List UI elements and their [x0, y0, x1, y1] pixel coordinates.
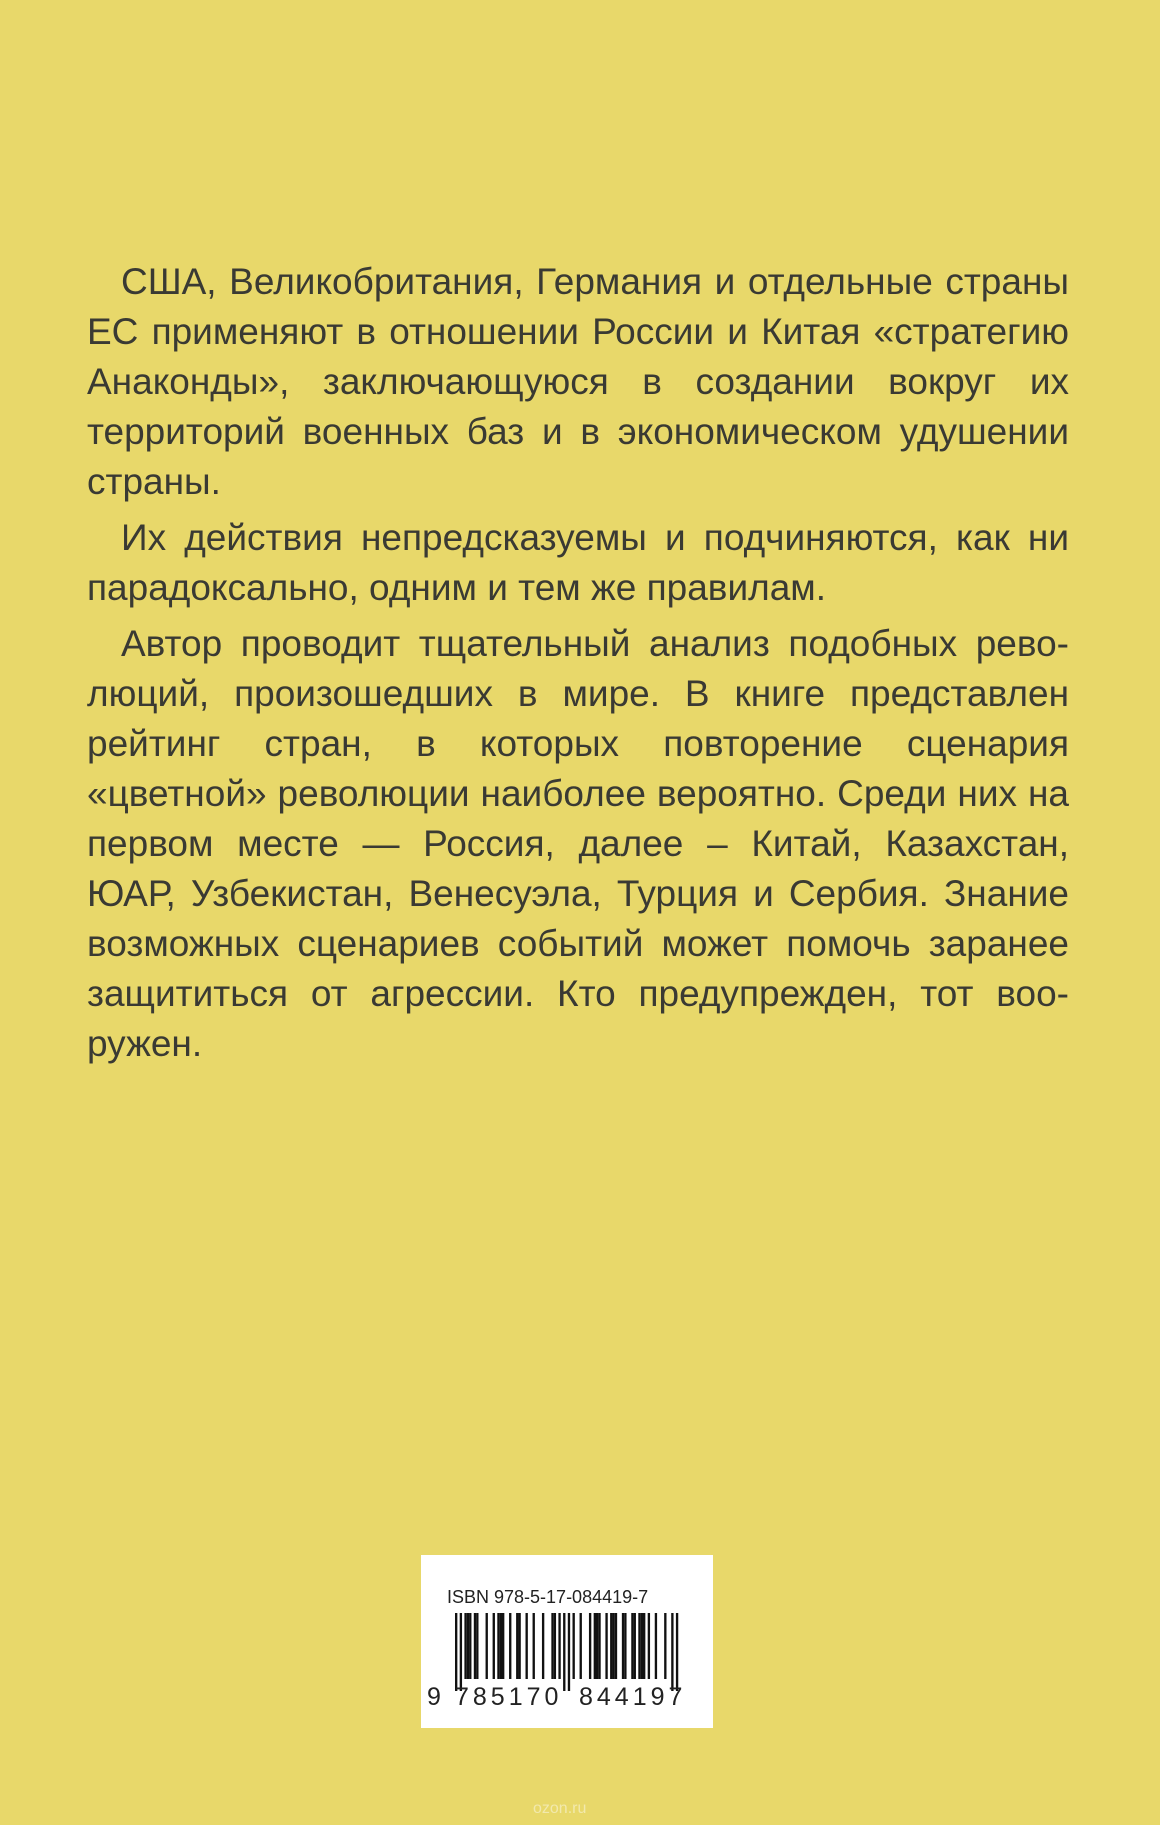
barcode-bar [500, 1613, 502, 1679]
barcode-bar [460, 1613, 462, 1691]
barcode-bar [676, 1613, 678, 1691]
barcode-bar [622, 1613, 624, 1679]
barcode-bar [554, 1613, 556, 1679]
barcode-bar [655, 1613, 657, 1679]
isbn-barcode [421, 1555, 713, 1728]
barcode-left-group: 785170 [455, 1683, 563, 1711]
barcode-bar [509, 1613, 511, 1679]
barcode-bar [612, 1613, 614, 1679]
barcode-bar [664, 1613, 666, 1679]
barcode-bar [493, 1613, 495, 1679]
barcode-bar [598, 1613, 600, 1679]
barcode-bar [634, 1613, 636, 1679]
barcode-bar [455, 1613, 457, 1691]
description-text [87, 257, 1069, 1075]
barcode-bar [580, 1613, 582, 1679]
barcode-bar [589, 1613, 591, 1679]
barcode-bar [502, 1613, 504, 1679]
barcode-bar [467, 1613, 469, 1679]
barcode-bar [551, 1613, 553, 1679]
barcode-bar [486, 1613, 488, 1679]
barcode-bar [641, 1613, 643, 1679]
barcode-bar [516, 1613, 518, 1679]
paragraph-2: Их действия непредсказуемы и подчиняются, как ни парадоксально, одним и тем же правилам. [87, 517, 1069, 608]
barcode-bar [474, 1613, 476, 1679]
barcode-bar [594, 1613, 596, 1679]
barcode-bar [476, 1613, 478, 1679]
barcode-bar [497, 1613, 499, 1679]
barcode-bars [431, 1613, 703, 1691]
barcode-bar [624, 1613, 626, 1679]
isbn-label: ISBN 978-5-17-084419-7 [447, 1587, 649, 1607]
barcode-first-digit: 9 [427, 1683, 441, 1711]
barcode-bar [533, 1613, 535, 1679]
barcode-bar [526, 1613, 528, 1679]
paragraph-3: Автор проводит тщательный анализ подобных революций, произошедших в мире. В книге представлен рейтинг стран, в которых повторение сценария «цветной» революции наиболее вероятно. Среди них на первом месте — Россия, далее – Китай, Казахстан, ЮАР, Узбекистан, Венесуэла, Турция и Сербия. Знание возможных сценариев событий может помочь заранее защититься от агрессии. Кто предупрежден, тот вооружен. [87, 623, 1069, 1064]
barcode-bar [542, 1613, 544, 1679]
paragraph-1: США, Великобритания, Германия и отдельные страны ЕС применяют в отношении России и Китая «стратегию Анаконды», заключающуюся в создании вокруг их территорий военных баз и в экономическом удушении страны. [87, 261, 1069, 502]
barcode-bar [643, 1613, 645, 1679]
watermark: ozon.ru [533, 1800, 587, 1817]
barcode-bar [573, 1613, 575, 1679]
barcode-bar [638, 1613, 640, 1679]
barcode-right-group: 844197 [579, 1683, 687, 1711]
barcode-bar [648, 1613, 650, 1679]
barcode-bar [558, 1613, 560, 1679]
barcode-bar [518, 1613, 520, 1679]
barcode-bar [568, 1613, 570, 1691]
barcode-bar [615, 1613, 617, 1679]
barcode-bar [605, 1613, 607, 1679]
barcode-bar [596, 1613, 598, 1679]
barcode-bar [469, 1613, 471, 1679]
barcode-bar [563, 1613, 565, 1691]
barcode-bar [464, 1613, 466, 1679]
barcode-bar [671, 1613, 673, 1691]
barcode-bar [631, 1613, 633, 1679]
barcode-bar [610, 1613, 612, 1679]
